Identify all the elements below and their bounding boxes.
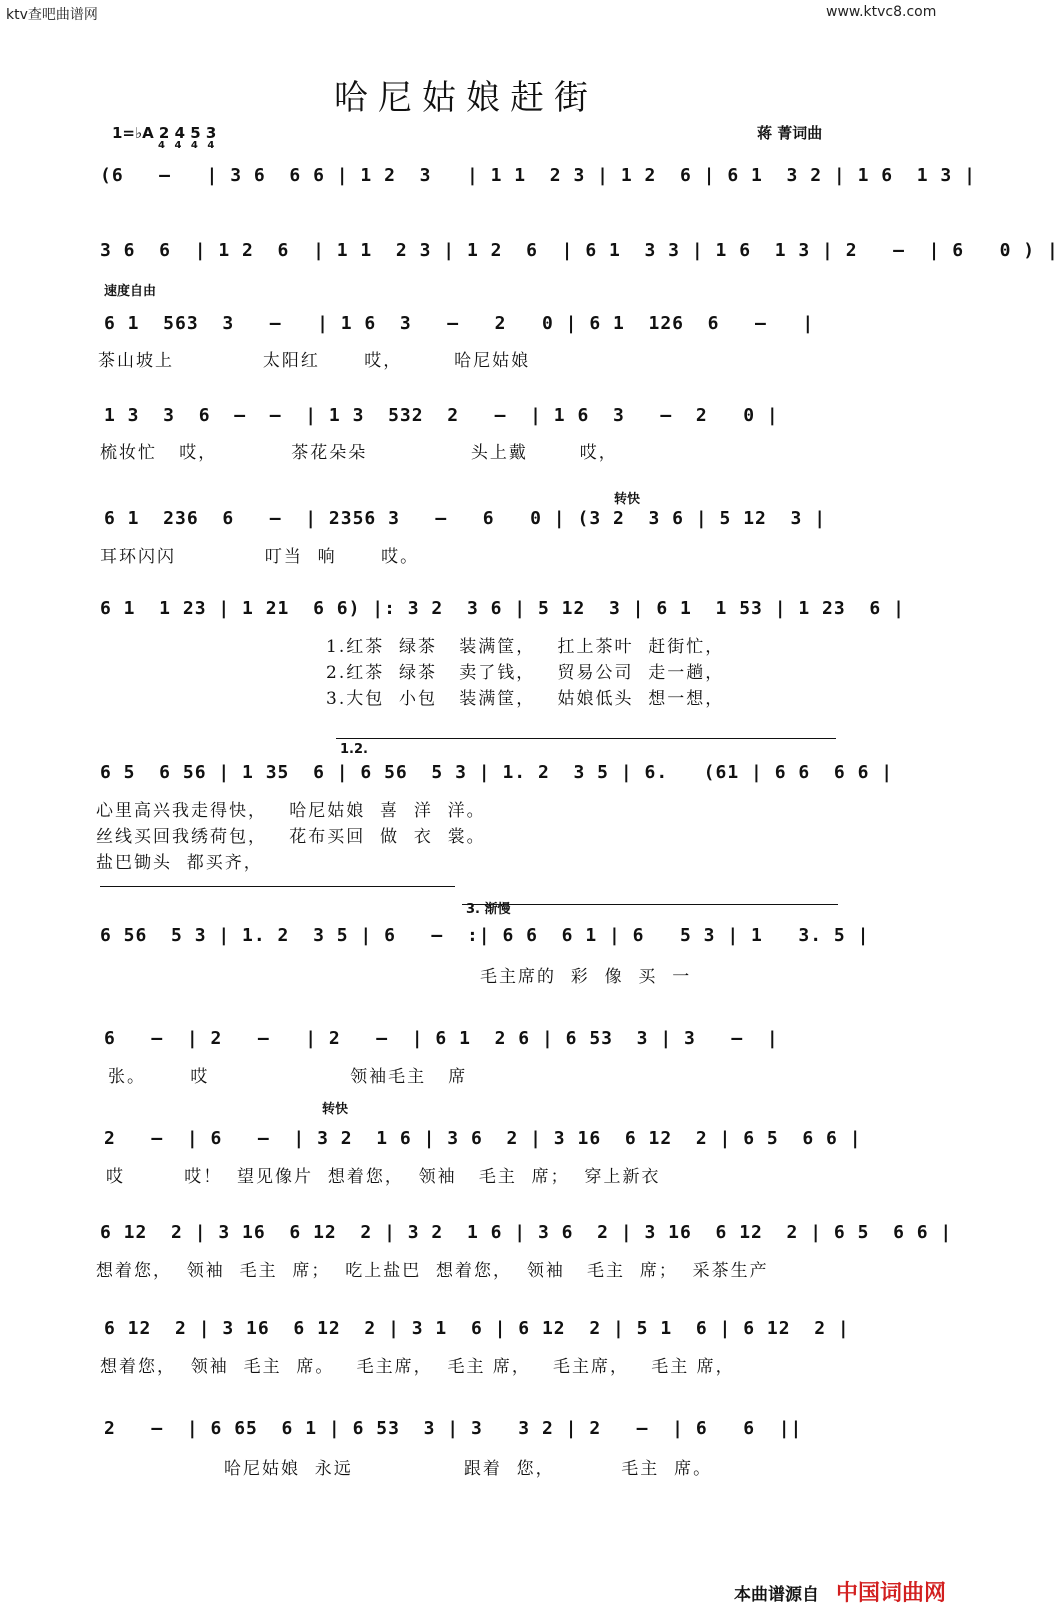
volta-bracket-1-2 <box>336 738 836 739</box>
score-row-1: (6 – | 3 6 6 6 | 1 2 3 | 1 1 2 3 | 1 2 6 | 6 1 3 2 | 1 6 1 3 | <box>100 165 976 186</box>
site-watermark-right: www.ktvc8.com <box>826 4 937 20</box>
score-row-7: 6 5 6 56 | 1 35 6 | 6 56 5 3 | 1. 2 3 5 | 6. (61 | 6 6 6 6 | <box>100 762 894 783</box>
score-row-2: 3 6 6 | 1 2 6 | 1 1 2 3 | 1 2 6 | 6 1 3 3 | 1 6 1 3 | 2 – | 6 0 ) | <box>100 240 1059 261</box>
footer-brand-logo: 中国词曲网 <box>836 1581 947 1606</box>
lyric-row-6-verse-3: 3.大包 小包 装满筐， 姑娘低头 想一想， <box>326 689 725 709</box>
site-watermark-left: ktv查吧曲谱网 <box>6 7 98 23</box>
lyric-row-11: 想着您， 领袖 毛主 席； 吃上盐巴 想着您， 领袖 毛主 席； 采茶生产 <box>96 1261 769 1281</box>
lyric-row-4: 梳妆忙 哎， 茶花朵朵 头上戴 哎， <box>100 443 618 463</box>
time-signatures: 4 4 4 4 <box>158 140 218 151</box>
volta-line-left <box>100 886 455 887</box>
score-row-5: 6 1 236 6 – | 2356 3 – 6 0 | (3 2 3 6 | 5 12 3 | <box>104 508 827 529</box>
lyric-row-5: 耳环闪闪 叮当 响 哎。 <box>100 547 420 567</box>
footer-source-label: 本曲谱源自 <box>734 1585 819 1605</box>
lyric-row-9: 张。 哎 领袖毛主 席 <box>108 1067 468 1087</box>
lyric-row-6-verse-1: 1.红茶 绿茶 装满筐， 扛上茶叶 赶街忙， <box>326 637 725 657</box>
volta-label-3-ritardando: 3. 渐慢 <box>466 902 511 917</box>
score-row-3: 6 1 563 3 – | 1 6 3 – 2 0 | 6 1 126 6 – | <box>104 313 815 334</box>
tempo-marking-free: 速度自由 <box>104 284 157 299</box>
score-row-9: 6 – | 2 – | 2 – | 6 1 2 6 | 6 53 3 | 3 – | <box>104 1028 779 1049</box>
lyric-row-7-verse-2: 丝线买回我绣荷包， 花布买回 做 衣 裳。 <box>96 827 486 847</box>
lyric-row-3: 茶山坡上 太阳红 哎， 哈尼姑娘 <box>98 351 531 371</box>
score-row-10: 2 – | 6 – | 3 2 1 6 | 3 6 2 | 3 16 6 12 2 | 6 5 6 6 | <box>104 1128 862 1149</box>
tempo-marking-faster: 转快 <box>614 492 641 507</box>
song-title: 哈尼姑娘赶街 <box>334 78 598 118</box>
score-row-11: 6 12 2 | 3 16 6 12 2 | 3 2 1 6 | 3 6 2 | 3 16 6 12 2 | 6 5 6 6 | <box>100 1222 953 1243</box>
lyric-row-13: 哈尼姑娘 永远 跟着 您， 毛主 席。 <box>224 1459 713 1479</box>
lyric-row-7-verse-3: 盐巴锄头 都买齐， <box>96 853 263 873</box>
score-row-6: 6 1 1 23 | 1 21 6 6) |: 3 2 3 6 | 5 12 3 | 6 1 1 53 | 1 23 6 | <box>100 598 905 619</box>
volta-bracket-3 <box>462 904 838 905</box>
author-credit: 蒋 菁词曲 <box>757 124 823 142</box>
score-row-4: 1 3 3 6 – – | 1 3 532 2 – | 1 6 3 – 2 0 | <box>104 405 779 426</box>
volta-label-1-2: 1.2. <box>340 742 368 757</box>
lyric-row-10: 哎 哎！ 望见像片 想着您， 领袖 毛主 席； 穿上新衣 <box>106 1167 661 1187</box>
score-row-8: 6 56 5 3 | 1. 2 3 5 | 6 – :| 6 6 6 1 | 6 5 3 | 1 3. 5 | <box>100 925 870 946</box>
key-signature: 1=♭A 2 4 5 3 <box>112 124 217 142</box>
tempo-marking-faster-2: 转快 <box>322 1102 349 1117</box>
lyric-row-6-verse-2: 2.红茶 绿茶 卖了钱， 贸易公司 走一趟， <box>326 663 725 683</box>
lyric-row-12: 想着您， 领袖 毛主 席。 毛主席， 毛主 席， 毛主席， 毛主 席， <box>100 1357 735 1377</box>
score-row-12: 6 12 2 | 3 16 6 12 2 | 3 1 6 | 6 12 2 | 5 1 6 | 6 12 2 | <box>104 1318 850 1339</box>
lyric-row-7-verse-1: 心里高兴我走得快， 哈尼姑娘 喜 洋 洋。 <box>96 801 486 821</box>
score-row-13: 2 – | 6 65 6 1 | 6 53 3 | 3 3 2 | 2 – | 6 6 || <box>104 1418 803 1439</box>
lyric-row-8: 毛主席的 彩 像 买 一 <box>480 967 692 987</box>
